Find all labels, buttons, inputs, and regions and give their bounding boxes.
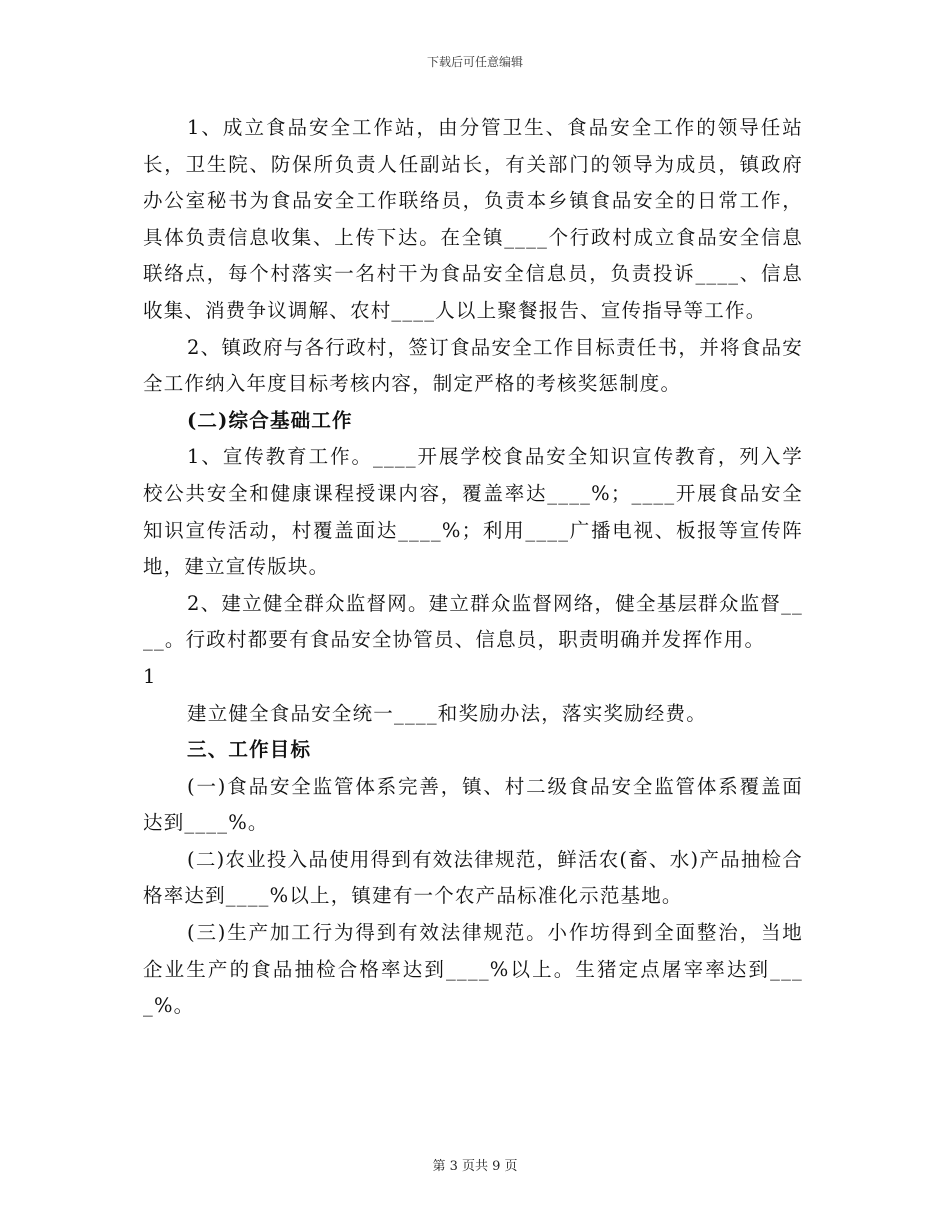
section-heading-goals: 三、工作目标 — [187, 738, 312, 762]
page-footer: 第 3 页共 9 页 — [432, 1159, 518, 1174]
paragraph-goal-3: (三)生产加工行为得到有效法律规范。小作坊得到全面整治，当地企业生产的食品抽检合格率达到____%以上。生猪定点屠宰率达到____%。 — [143, 921, 803, 1018]
paragraph-rewards: 建立健全食品安全统一____和奖励办法，落实奖励经费。 — [187, 701, 707, 725]
paragraph-responsibility: 2、镇政府与各行政村，签订食品安全工作目标责任书，并将食品安全工作纳入年度目标考核内容，制定严格的考核奖惩制度。 — [143, 335, 803, 396]
paragraph-education: 1、宣传教育工作。____开展学校食品安全知识宣传教育，列入学校公共安全和健康课程授课内容，覆盖率达____%；____开展食品安全知识宣传活动，村覆盖面达____%；利用____广播电视、板报等宣传阵地，建立宣传版块。 — [143, 445, 803, 579]
section-heading-basic-work: (二)综合基础工作 — [187, 408, 353, 432]
paragraph-goal-1: (一)食品安全监管体系完善，镇、村二级食品安全监管体系覆盖面达到____%。 — [143, 774, 803, 835]
paragraph-goal-2: (二)农业投入品使用得到有效法律规范，鲜活农(畜、水)产品抽检合格率达到____%以上，镇建有一个农产品标准化示范基地。 — [143, 847, 803, 908]
page-header: 下载后可任意编辑 — [426, 55, 523, 69]
paragraph-supervision: 2、建立健全群众监督网。建立群众监督网络，健全基层群众监督____。行政村都要有食品安全协管员、信息员，职责明确并发挥作用。 — [143, 591, 803, 652]
paragraph-station: 1、成立食品安全工作站，由分管卫生、食品安全工作的领导任站长，卫生院、防保所负责人任副站长，有关部门的领导为成员，镇政府办公室秘书为食品安全工作联络员，负责本乡镇食品安全的日常工作，具体负责信息收集、上传下达。在全镇____个行政村成立食品安全信息联络点，每个村落实一名村干为食品安全信息员，负责投诉____、信息收集、消费争议调解、农村____人以上聚餐报告、宣传指导等工作。 — [143, 116, 803, 322]
document-body — [143, 110, 803, 1025]
stray-number: 1 — [143, 664, 157, 688]
